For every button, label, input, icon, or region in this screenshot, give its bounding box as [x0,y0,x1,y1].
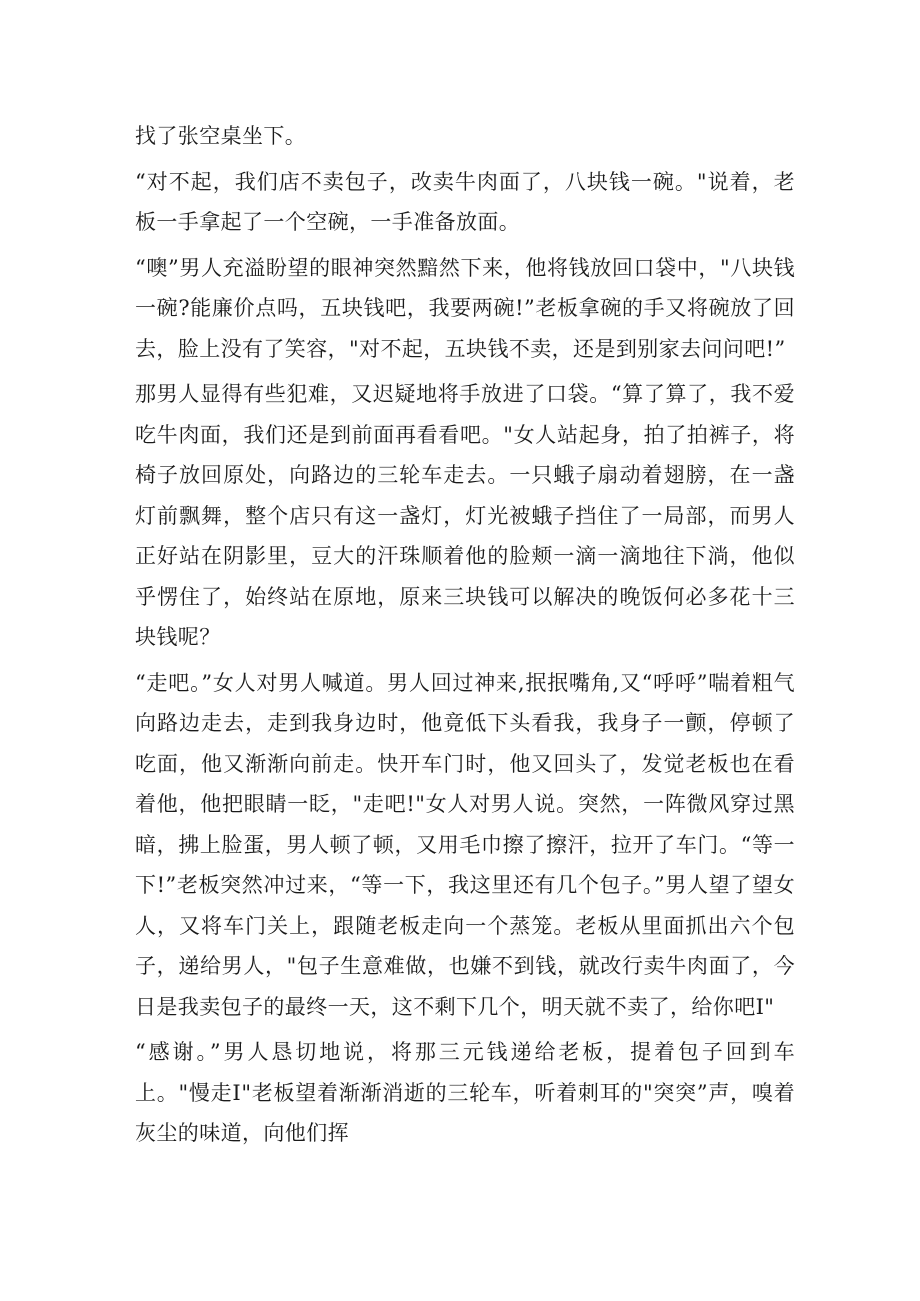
paragraph-3: “噢”男人充溢盼望的眼神突然黯然下来，他将钱放回口袋中，"八块钱一碗?能廉价点吗，五块钱吧，我要两碗!”老板拿碗的手又将碗放了回去，脸上没有了笑容，"对不起，五块钱不卖，还是到别家去问问吧!” [135,255,795,361]
paragraph-6: “感谢。”男人恳切地说，将那三元钱递给老板，提着包子回到车上。"慢走Ⅰ"老板望着渐渐消逝的三轮车，听着刺耳的"突突”声，嗅着灰尘的味道，向他们挥 [135,1040,795,1145]
story-text [135,116,795,1159]
paragraph-4: 那男人显得有些犯难，又迟疑地将手放进了口袋。“算了算了，我不爱吃牛肉面，我们还是到前面再看看吧。"女人站起身，拍了拍裤子，将椅子放回原处，向路边的三轮车走去。一只蛾子扇动着翅膀，在一盏灯前飘舞，整个店只有这一盏灯，灯光被蛾子挡住了一局部，而男人正好站在阴影里，豆大的汗珠顺着他的脸颊一滴一滴地往下淌，他似乎愣住了，始终站在原地，原来三块钱可以解决的晚饭何必多花十三块钱呢？ [135,382,795,649]
paragraph-2: “对不起，我们店不卖包子，改卖牛肉面了，八块钱一碗。"说着，老板一手拿起了一个空碗，一手准备放面。 [135,169,795,234]
paragraph-1: 找了张空桌坐下。 [135,124,307,148]
paragraph-5: “走吧。”女人对男人喊道。男人回过神来,抿抿嘴角,又“呼呼”喘着粗气向路边走去，走到我身边时，他竟低下头看我，我身子一颤，停顿了吃面，他又渐渐向前走。快开车门时，他又回头了，发觉老板也在看着他，他把眼睛一眨，"走吧!"女人对男人说。突然，一阵微风穿过黑暗，拂上脸蛋，男人顿了顿，又用毛巾擦了擦汗，拉开了车门。“等一下!”老板突然冲过来，“等一下，我这里还有几个包子。”男人望了望女人，又将车门关上，跟随老板走向一个蒸笼。老板从里面抓出六个包子，递给男人，"包子生意难做，也嫌不到钱，就改行卖牛肉面了，今日是我卖包子的最终一天，这不剩下几个，明天就不卖了，给你吧Ⅰ" [135,670,795,1019]
